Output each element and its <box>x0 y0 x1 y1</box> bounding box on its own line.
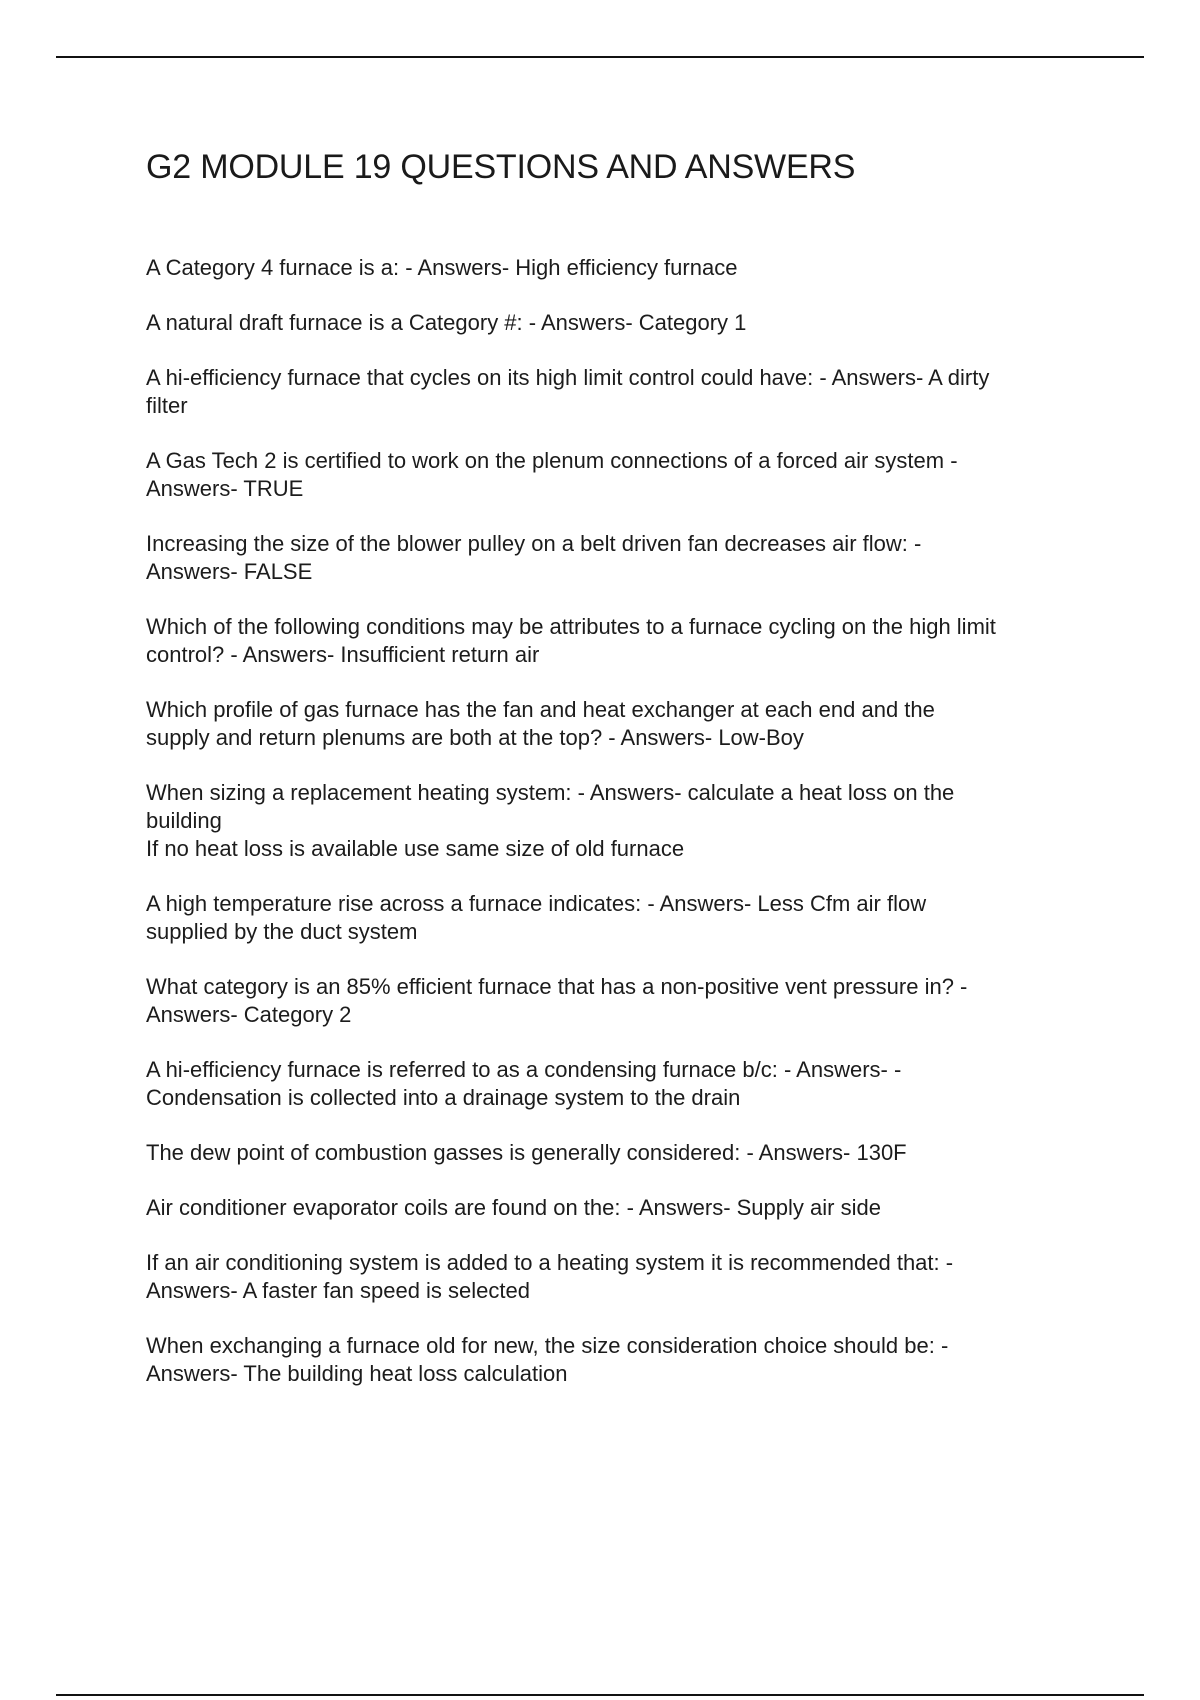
qa-item <box>146 1056 1086 1112</box>
qa-line: When exchanging a furnace old for new, the size consideration choice should be: - <box>146 1333 949 1358</box>
qa-item <box>146 890 1086 946</box>
qa-item <box>146 309 1086 337</box>
qa-line: Which of the following conditions may be attributes to a furnace cycling on the high limit <box>146 614 996 639</box>
qa-line: Condensation is collected into a drainage system to the drain <box>146 1085 741 1110</box>
document-body <box>146 138 1086 1415</box>
qa-line: Answers- The building heat loss calculation <box>146 1361 568 1386</box>
qa-line: Increasing the size of the blower pulley on a belt driven fan decreases air flow: - <box>146 531 922 556</box>
qa-line: control? - Answers- Insufficient return air <box>146 642 540 667</box>
top-divider <box>56 56 1144 58</box>
qa-line: supply and return plenums are both at the top? - Answers- Low-Boy <box>146 725 804 750</box>
qa-item <box>146 973 1086 1029</box>
qa-item <box>146 696 1086 752</box>
qa-line: Answers- TRUE <box>146 476 304 501</box>
qa-line: building <box>146 808 222 833</box>
qa-line: supplied by the duct system <box>146 919 418 944</box>
bottom-divider <box>56 1694 1144 1696</box>
qa-line: Answers- A faster fan speed is selected <box>146 1278 530 1303</box>
qa-line: If no heat loss is available use same size of old furnace <box>146 836 685 861</box>
qa-line: A hi-efficiency furnace that cycles on its high limit control could have: - Answers- A dirty <box>146 365 990 390</box>
qa-item <box>146 364 1086 420</box>
qa-list <box>146 254 1086 1388</box>
qa-item <box>146 1194 1086 1222</box>
qa-line: A hi-efficiency furnace is referred to as a condensing furnace b/c: - Answers- - <box>146 1057 902 1082</box>
qa-line: A Category 4 furnace is a: - Answers- High efficiency furnace <box>146 255 738 280</box>
qa-line: A natural draft furnace is a Category #: - Answers- Category 1 <box>146 310 747 335</box>
qa-line: Air conditioner evaporator coils are found on the: - Answers- Supply air side <box>146 1195 881 1220</box>
qa-item <box>146 254 1086 282</box>
qa-line: The dew point of combustion gasses is generally considered: - Answers- 130F <box>146 1140 907 1165</box>
qa-line: filter <box>146 393 188 418</box>
qa-line: What category is an 85% efficient furnace that has a non-positive vent pressure in? - <box>146 974 968 999</box>
qa-line: Answers- FALSE <box>146 559 313 584</box>
qa-line: A high temperature rise across a furnace indicates: - Answers- Less Cfm air flow <box>146 891 927 916</box>
qa-line: If an air conditioning system is added to a heating system it is recommended that: - <box>146 1250 954 1275</box>
qa-item <box>146 1332 1086 1388</box>
qa-item <box>146 1249 1086 1305</box>
qa-item <box>146 530 1086 586</box>
qa-line: When sizing a replacement heating system: - Answers- calculate a heat loss on the <box>146 780 955 805</box>
qa-item <box>146 1139 1086 1167</box>
qa-line: Which profile of gas furnace has the fan and heat exchanger at each end and the <box>146 697 935 722</box>
qa-item <box>146 613 1086 669</box>
qa-item <box>146 447 1086 503</box>
qa-line: A Gas Tech 2 is certified to work on the plenum connections of a forced air system - <box>146 448 958 473</box>
page-title: G2 MODULE 19 QUESTIONS AND ANSWERS <box>146 148 856 186</box>
qa-line: Answers- Category 2 <box>146 1002 352 1027</box>
qa-item <box>146 779 1086 863</box>
